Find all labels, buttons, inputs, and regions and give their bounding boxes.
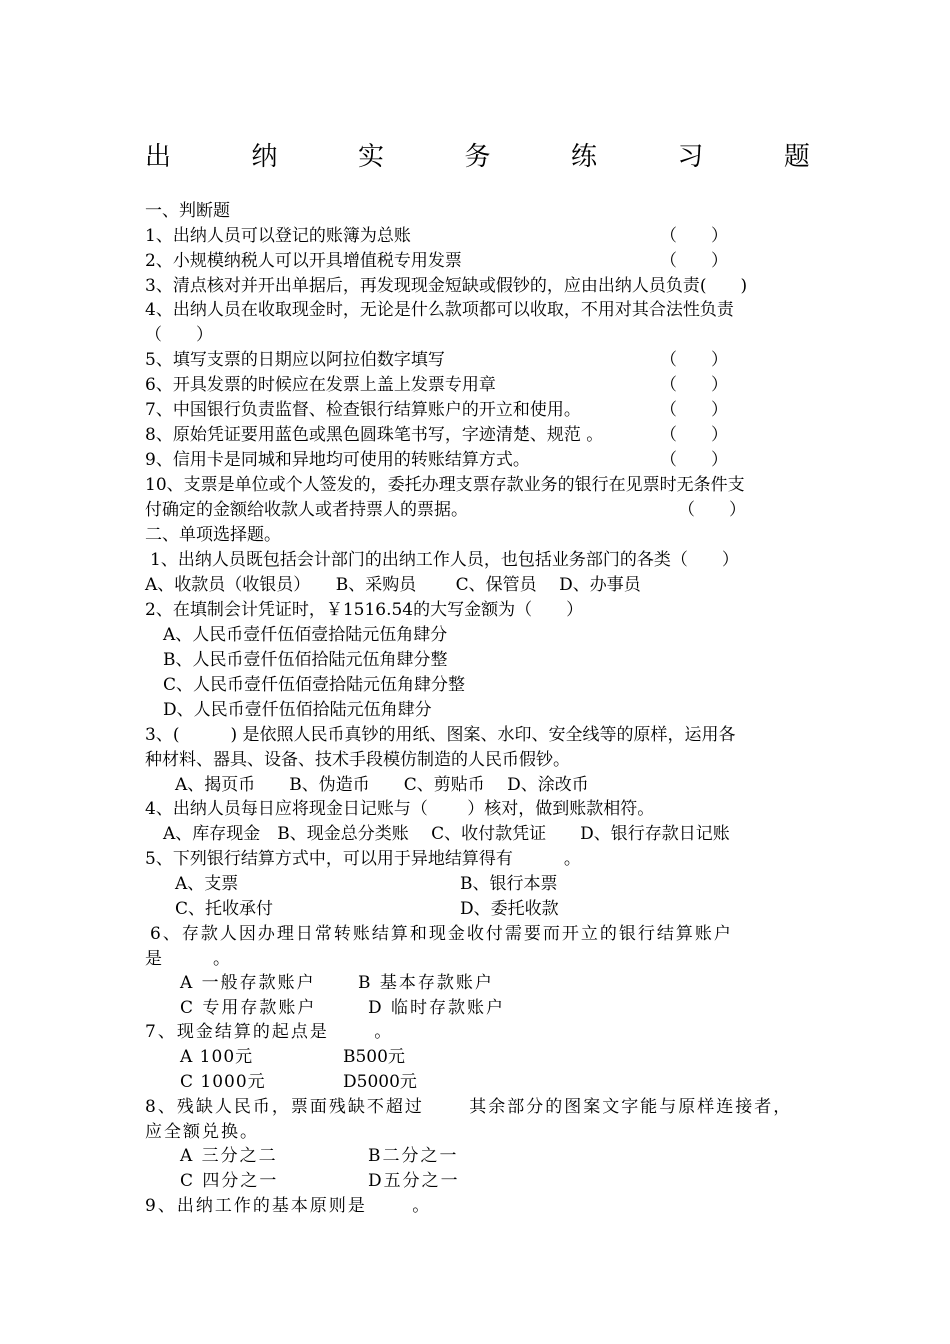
tf-question-6: 6、开具发票的时候应在发票上盖上发票专用章: [145, 375, 496, 395]
mc-option: C、人民币壹仟伍佰壹拾陆元伍角肆分整: [163, 675, 466, 695]
answer-bracket: （ ）: [678, 500, 746, 520]
answer-bracket: （ ）: [660, 425, 728, 445]
mc-option: D、委托收款: [460, 899, 559, 919]
mc-options: A、揭页币 B、伪造币 C、剪贴币 D、涂改币: [175, 775, 589, 795]
mc-option: B、人民币壹仟伍佰拾陆元伍角肆分整: [163, 650, 448, 670]
answer-bracket: （ ）: [660, 226, 728, 246]
mc-question-2: 2、在填制会计凭证时，￥1516.54的大写金额为（ ）: [145, 600, 584, 620]
tf-question-10-cont: 付确定的金额给收款人或者持票人的票据。: [145, 500, 468, 520]
mc-option: A、人民币壹仟伍佰壹拾陆元伍角肆分: [163, 625, 448, 645]
title-char: 题: [783, 142, 810, 172]
tf-question-2: 2、小规模纳税人可以开具增值税专用发票: [145, 251, 462, 271]
mc-options: A、库存现金 B、现金总分类账 C、收付款凭证 D、银行存款日记账: [163, 824, 730, 844]
title-char: 务: [464, 142, 491, 172]
answer-bracket: （ ）: [660, 400, 728, 420]
title-char: 实: [357, 142, 384, 172]
tf-question-9: 9、信用卡是同城和异地均可使用的转账结算方式。: [145, 450, 530, 470]
mc-option: B 基本存款账户: [358, 973, 494, 993]
tf-question-4-bracket: （ ）: [145, 325, 213, 345]
tf-question-4: 4、出纳人员在收取现金时，无论是什么款项都可以收取，不用对其合法性负责: [145, 300, 734, 320]
tf-question-3: 3、清点核对并开出单据后，再发现现金短缺或假钞的，应由出纳人员负责( ): [145, 276, 748, 296]
mc-option: D五分之一: [368, 1171, 460, 1191]
tf-question-8: 8、原始凭证要用蓝色或黑色圆珠笔书写，字迹清楚、规范 。: [145, 425, 604, 445]
mc-option: D 临时存款账户: [368, 998, 506, 1018]
mc-option: A 100元: [180, 1047, 254, 1067]
mc-option: B二分之一: [368, 1146, 459, 1166]
answer-bracket: （ ）: [660, 350, 728, 370]
mc-question-7: 7、现金结算的起点是 。: [145, 1022, 394, 1042]
mc-option: A 一般存款账户: [180, 973, 316, 993]
mc-options: A、收款员（收银员） B、采购员 C、保管员 D、办事员: [145, 575, 641, 595]
answer-bracket: （ ）: [660, 450, 728, 470]
title-char: 练: [570, 142, 597, 172]
mc-option: C 四分之一: [180, 1171, 279, 1191]
mc-question-8: 8、残缺人民币，票面残缺不超过 其余部分的图案文字能与原样连接者，: [145, 1097, 793, 1117]
mc-question-8-cont: 应全额兑换。: [145, 1122, 259, 1142]
answer-bracket: （ ）: [660, 375, 728, 395]
tf-question-10: 10、支票是单位或个人签发的，委托办理支票存款业务的银行在见票时无条件支: [145, 475, 745, 495]
mc-option: C 1000元: [180, 1072, 266, 1092]
title-char: 纳: [251, 142, 278, 172]
tf-question-1: 1、出纳人员可以登记的账簿为总账: [145, 226, 411, 246]
mc-question-6: 6、存款人因办理日常转账结算和现金收付需要而开立的银行结算账户: [150, 924, 733, 944]
mc-option: B、银行本票: [460, 874, 558, 894]
tf-question-7: 7、中国银行负责监督、检查银行结算账户的开立和使用。: [145, 400, 581, 420]
mc-option: A、支票: [175, 874, 239, 894]
mc-option: D5000元: [343, 1072, 417, 1092]
mc-question-4: 4、出纳人员每日应将现金日记账与（ ）核对，做到账款相符。: [145, 799, 655, 819]
section-heading: 二、单项选择题。: [145, 525, 281, 545]
mc-option: C 专用存款账户: [180, 998, 317, 1018]
mc-question-5: 5、下列银行结算方式中，可以用于异地结算得有 。: [145, 849, 581, 869]
section-heading: 一、判断题: [145, 201, 230, 221]
mc-question-3: 3、( ) 是依照人民币真钞的用纸、图案、水印、安全线等的原样，运用各: [145, 725, 736, 745]
page-title: [145, 136, 810, 173]
tf-question-5: 5、填写支票的日期应以阿拉伯数字填写: [145, 350, 445, 370]
mc-question-9: 9、出纳工作的基本原则是 。: [145, 1196, 432, 1216]
mc-question-3-cont: 种材料、器具、设备、技术手段模仿制造的人民币假钞。: [145, 750, 570, 770]
title-char: 习: [677, 142, 704, 172]
mc-question-6-cont: 是 。: [145, 949, 230, 969]
mc-question-1: 1、出纳人员既包括会计部门的出纳工作人员，也包括业务部门的各类（ ）: [150, 550, 739, 570]
answer-bracket: （ ）: [660, 251, 728, 271]
mc-option: D、人民币壹仟伍佰拾陆元伍角肆分: [163, 700, 432, 720]
mc-option: B500元: [343, 1047, 405, 1067]
title-char: 出: [145, 142, 172, 172]
mc-option: A 三分之二: [180, 1146, 278, 1166]
mc-option: C、托收承付: [175, 899, 274, 919]
